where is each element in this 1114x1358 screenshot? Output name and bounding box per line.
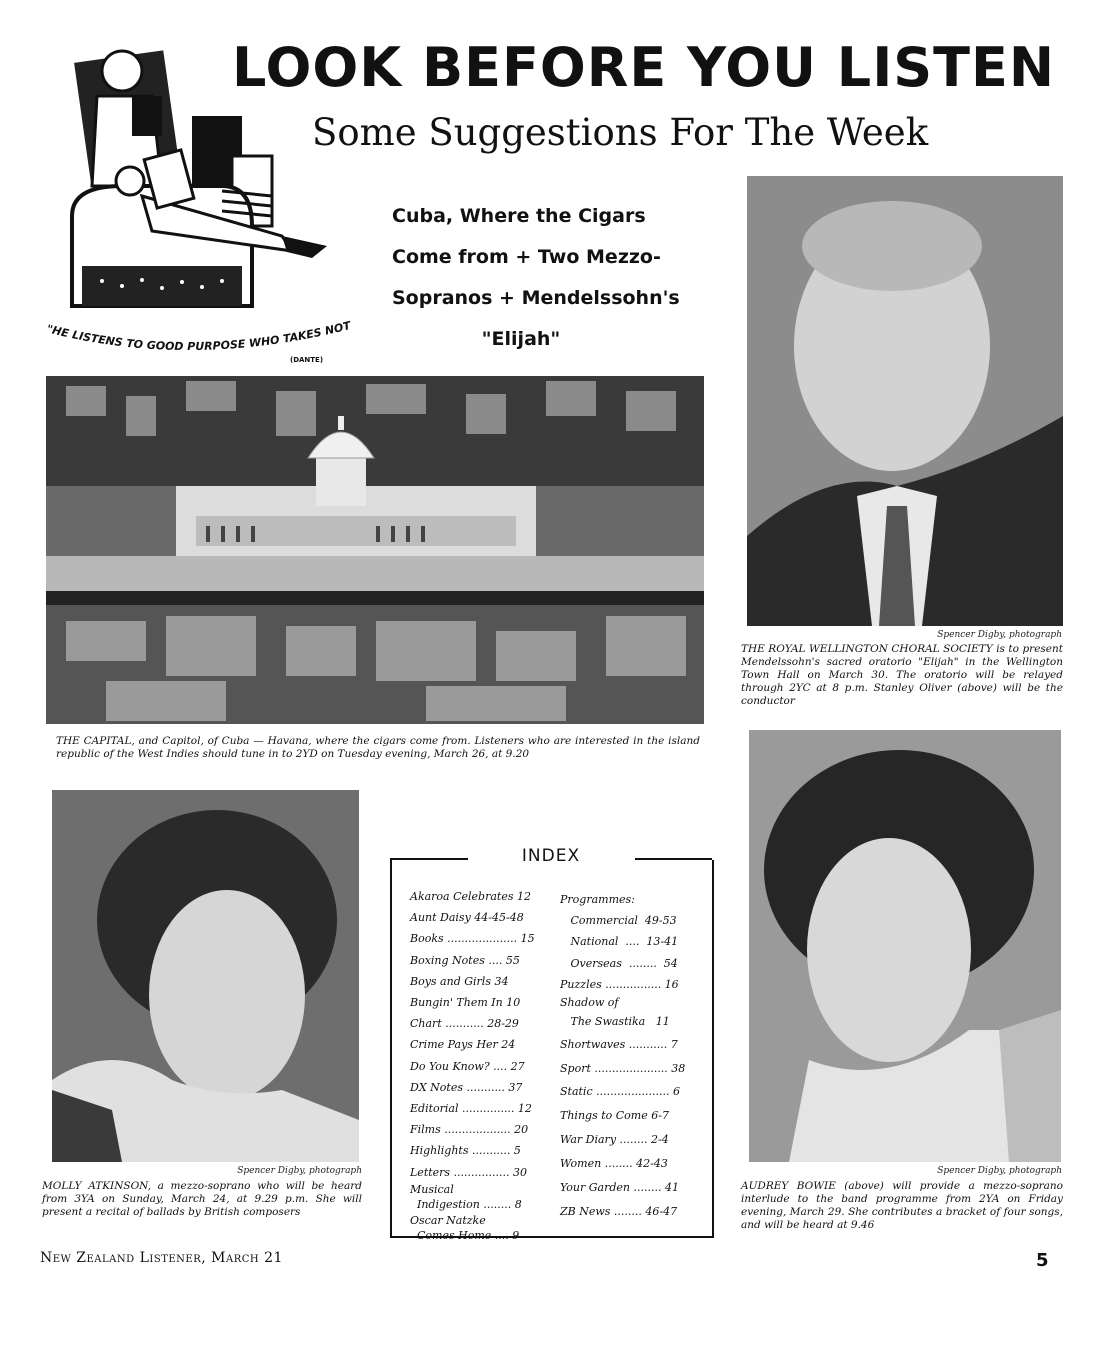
index-column-right xyxy=(560,889,700,1224)
index-entry: War Diary ........ 2-4 xyxy=(560,1133,669,1147)
audrey-bowie-portrait xyxy=(749,730,1061,1162)
index-entry: Boxing Notes .... 55 xyxy=(410,953,520,967)
index-entry: Films ................... 20 xyxy=(410,1123,529,1137)
stanley-oliver-portrait xyxy=(747,176,1063,626)
motto-attribution: (DANTE) xyxy=(290,356,324,364)
index-entry: National .... 13-41 xyxy=(560,935,679,949)
bowie-caption: AUDREY BOWIE (above) will provide a mezzo-soprano interlude to the band programme from 2YA on Friday evening, March 29. She contributes a bracket of four songs, and will be heard at 9.46 xyxy=(741,1180,1063,1231)
index-entry: Programmes: xyxy=(560,893,635,906)
index-entry: Boys and Girls 34 xyxy=(410,974,509,988)
oliver-photo-credit: Spencer Digby, photograph xyxy=(937,630,1062,640)
index-entry: Sport ..................... 38 xyxy=(560,1062,686,1076)
index-column-left xyxy=(410,886,550,1245)
index-entry: Women ........ 42-43 xyxy=(560,1157,668,1171)
index-entry: Comes Home .... 9 xyxy=(410,1228,520,1242)
index-entry: Static ..................... 6 xyxy=(560,1085,681,1099)
index-entry: Bungin' Them In 10 xyxy=(410,996,521,1010)
listener-cartoon-illustration xyxy=(42,36,362,336)
index-entry: Musical xyxy=(410,1182,454,1196)
index-entry: The Swastika 11 xyxy=(560,1015,670,1029)
index-entry: Indigestion ........ 8 xyxy=(410,1197,522,1211)
index-entry: Aunt Daisy 44-45-48 xyxy=(410,911,524,925)
molly-atkinson-portrait xyxy=(52,790,359,1162)
teaser-line: Come from + Two Mezzo- xyxy=(392,246,661,268)
index-entry: Akaroa Celebrates 12 xyxy=(410,890,531,903)
teaser-text xyxy=(392,196,692,360)
index-entry: Books .................... 15 xyxy=(410,932,535,946)
teaser-line: Cuba, Where the Cigars xyxy=(392,205,646,227)
index-entry: Commercial 49-53 xyxy=(560,914,677,928)
index-entry: Oscar Natzke xyxy=(410,1213,486,1227)
teaser-line: "Elijah" xyxy=(481,328,561,350)
havana-caption: THE CAPITAL, and Capitol, of Cuba — Havana, where the cigars come from. Listeners who are interested in the island republic of the West Indies should tune in to 2YD on Tuesday evening, March 26, at 9.20 xyxy=(56,735,700,760)
index-entry: Puzzles ................ 16 xyxy=(560,977,679,991)
index-title: INDEX xyxy=(521,846,581,866)
page-number: 5 xyxy=(1036,1250,1049,1271)
index-entry: Overseas ........ 54 xyxy=(560,956,678,970)
oliver-caption: THE ROYAL WELLINGTON CHORAL SOCIETY is to present Mendelssohn's sacred oratorio "Elijah" in the Wellington Town Hall on March 30. The oratorio will be relayed through 2YC at 8 p.m. Stanley Oliver (above) will be the conductor xyxy=(741,643,1063,707)
index-entry: Shortwaves ........... 7 xyxy=(560,1038,678,1052)
atkinson-caption: MOLLY ATKINSON, a mezzo-soprano who will be heard from 3YA on Sunday, March 24, at 9.29 p.m. She will present a recital of ballads by British composers xyxy=(42,1180,362,1218)
index-entry: Shadow of xyxy=(560,996,619,1010)
index-entry: Things to Come 6-7 xyxy=(560,1109,669,1123)
index-entry: Chart ........... 28-29 xyxy=(410,1017,519,1031)
index-entry: Crime Pays Her 24 xyxy=(410,1038,516,1052)
index-entry: Editorial ............... 12 xyxy=(410,1102,532,1116)
index-entry: DX Notes ........... 37 xyxy=(410,1080,523,1094)
index-entry: Do You Know? .... 27 xyxy=(410,1059,525,1073)
cartoon-motto xyxy=(42,320,362,380)
page-subtitle: Some Suggestions For The Week xyxy=(312,111,929,154)
index-entry: Your Garden ........ 41 xyxy=(560,1181,679,1195)
atkinson-photo-credit: Spencer Digby, photograph xyxy=(237,1166,362,1176)
motto-text: "HE LISTENS TO GOOD PURPOSE WHO TAKES NOT xyxy=(45,320,353,354)
svg-text:"HE LISTENS TO GOOD PURPOSE WH xyxy=(42,320,353,353)
page-title: LOOK BEFORE YOU LISTEN xyxy=(232,36,1056,99)
teaser-line: Sopranos + Mendelssohn's xyxy=(392,287,680,309)
publication-footer: New Zealand Listener, March 21 xyxy=(40,1250,283,1266)
index-entry: Highlights ........... 5 xyxy=(410,1144,521,1158)
index-entry: ZB News ........ 46-47 xyxy=(560,1205,678,1219)
index-entry: Letters ................ 30 xyxy=(410,1165,528,1179)
bowie-photo-credit: Spencer Digby, photograph xyxy=(937,1166,1062,1176)
havana-aerial-photo xyxy=(46,376,704,724)
